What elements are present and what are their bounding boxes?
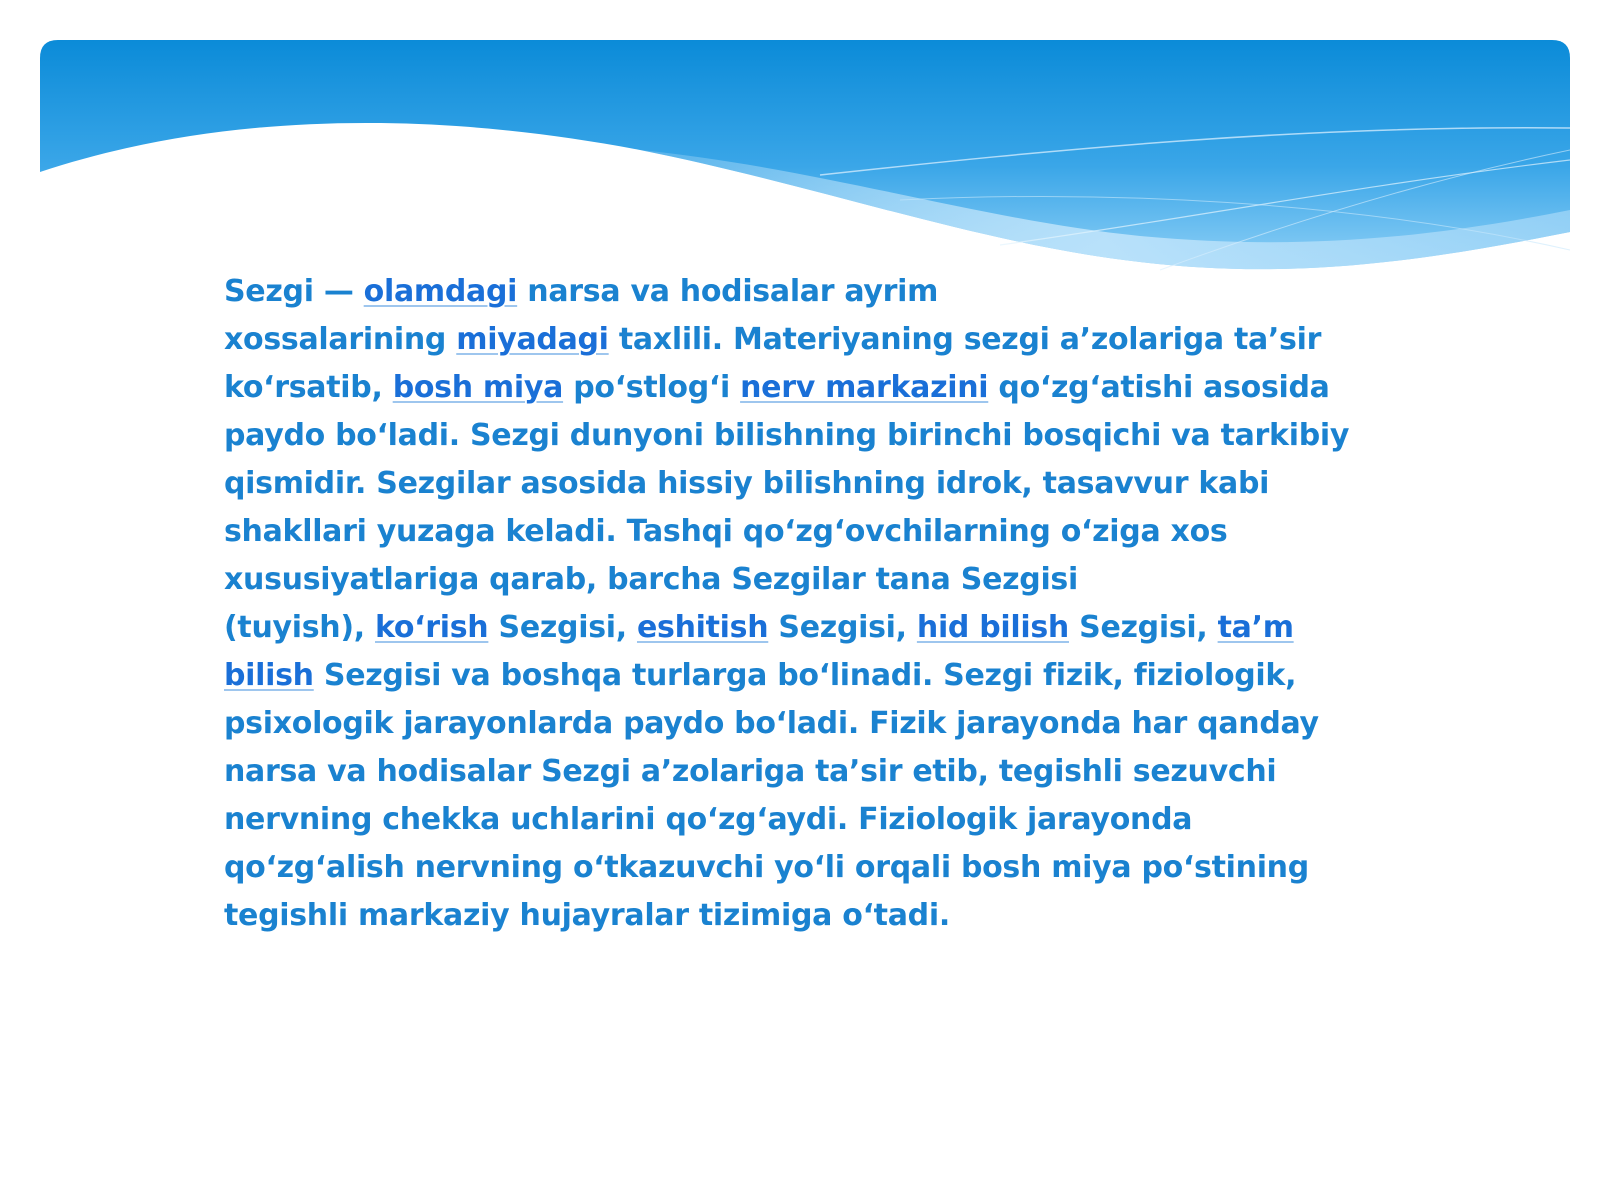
hyperlink[interactable]: bosh miya [392,370,564,405]
paragraph-text: Sezgisi, [768,610,917,645]
hyperlink[interactable]: hid bilish [916,610,1069,645]
hyperlink[interactable]: eshitish [636,610,769,645]
hyperlink[interactable]: nerv markazini [740,370,989,405]
paragraph-text: qo‘zg‘atishi asosida paydo bo‘ladi. Sezgi dunyoni bilishning birinchi bosqichi va tarkibiy qismidir. Sezgilar asosida hissiy bilishning idrok, tasavvur kabi shakllari yuzaga keladi. Tashqi qo‘zg‘ovchilarning o‘ziga xos xususiyatlariga qarab, barcha Sezgilar tana Sezgisi (tuyish), [224,370,1350,645]
paragraph-text: narsa va hodisalar ayrim xossalarining [224,274,939,357]
paragraph-text: po‘stlog‘i [563,370,741,405]
paragraph-text: Sezgisi, [1069,610,1218,645]
hyperlink[interactable]: olamdagi [363,274,518,309]
paragraph-text: Sezgisi, [488,610,637,645]
paragraph-text: Sezgi — [224,274,364,309]
wave-header-decoration [0,0,1600,300]
hyperlink[interactable]: ko‘rish [375,610,489,645]
hyperlink[interactable]: ta’m bilish [224,610,1294,693]
paragraph-text: Sezgisi va boshqa turlarga bo‘linadi. Sezgi fizik, fiziologik, psixologik jarayonlarda paydo bo‘ladi. Fizik jarayonda har qanday narsa va hodisalar Sezgi a’zolariga ta’sir etib, tegishli sezuvchi nervning chekka uchlarini qo‘zg‘aydi. Fiziologik jarayonda qo‘zg‘alish nervning o‘tkazuvchi yo‘li orqali bosh miya po‘stining tegishli markaziy hujayralar tizimiga o‘tadi. [224,658,1319,933]
paragraph-text: taxlili. Materiyaning sezgi a’zolariga ta’sir ko‘rsatib, [224,322,1322,405]
body-paragraph [224,268,1404,940]
hyperlink[interactable]: miyadagi [456,322,609,357]
